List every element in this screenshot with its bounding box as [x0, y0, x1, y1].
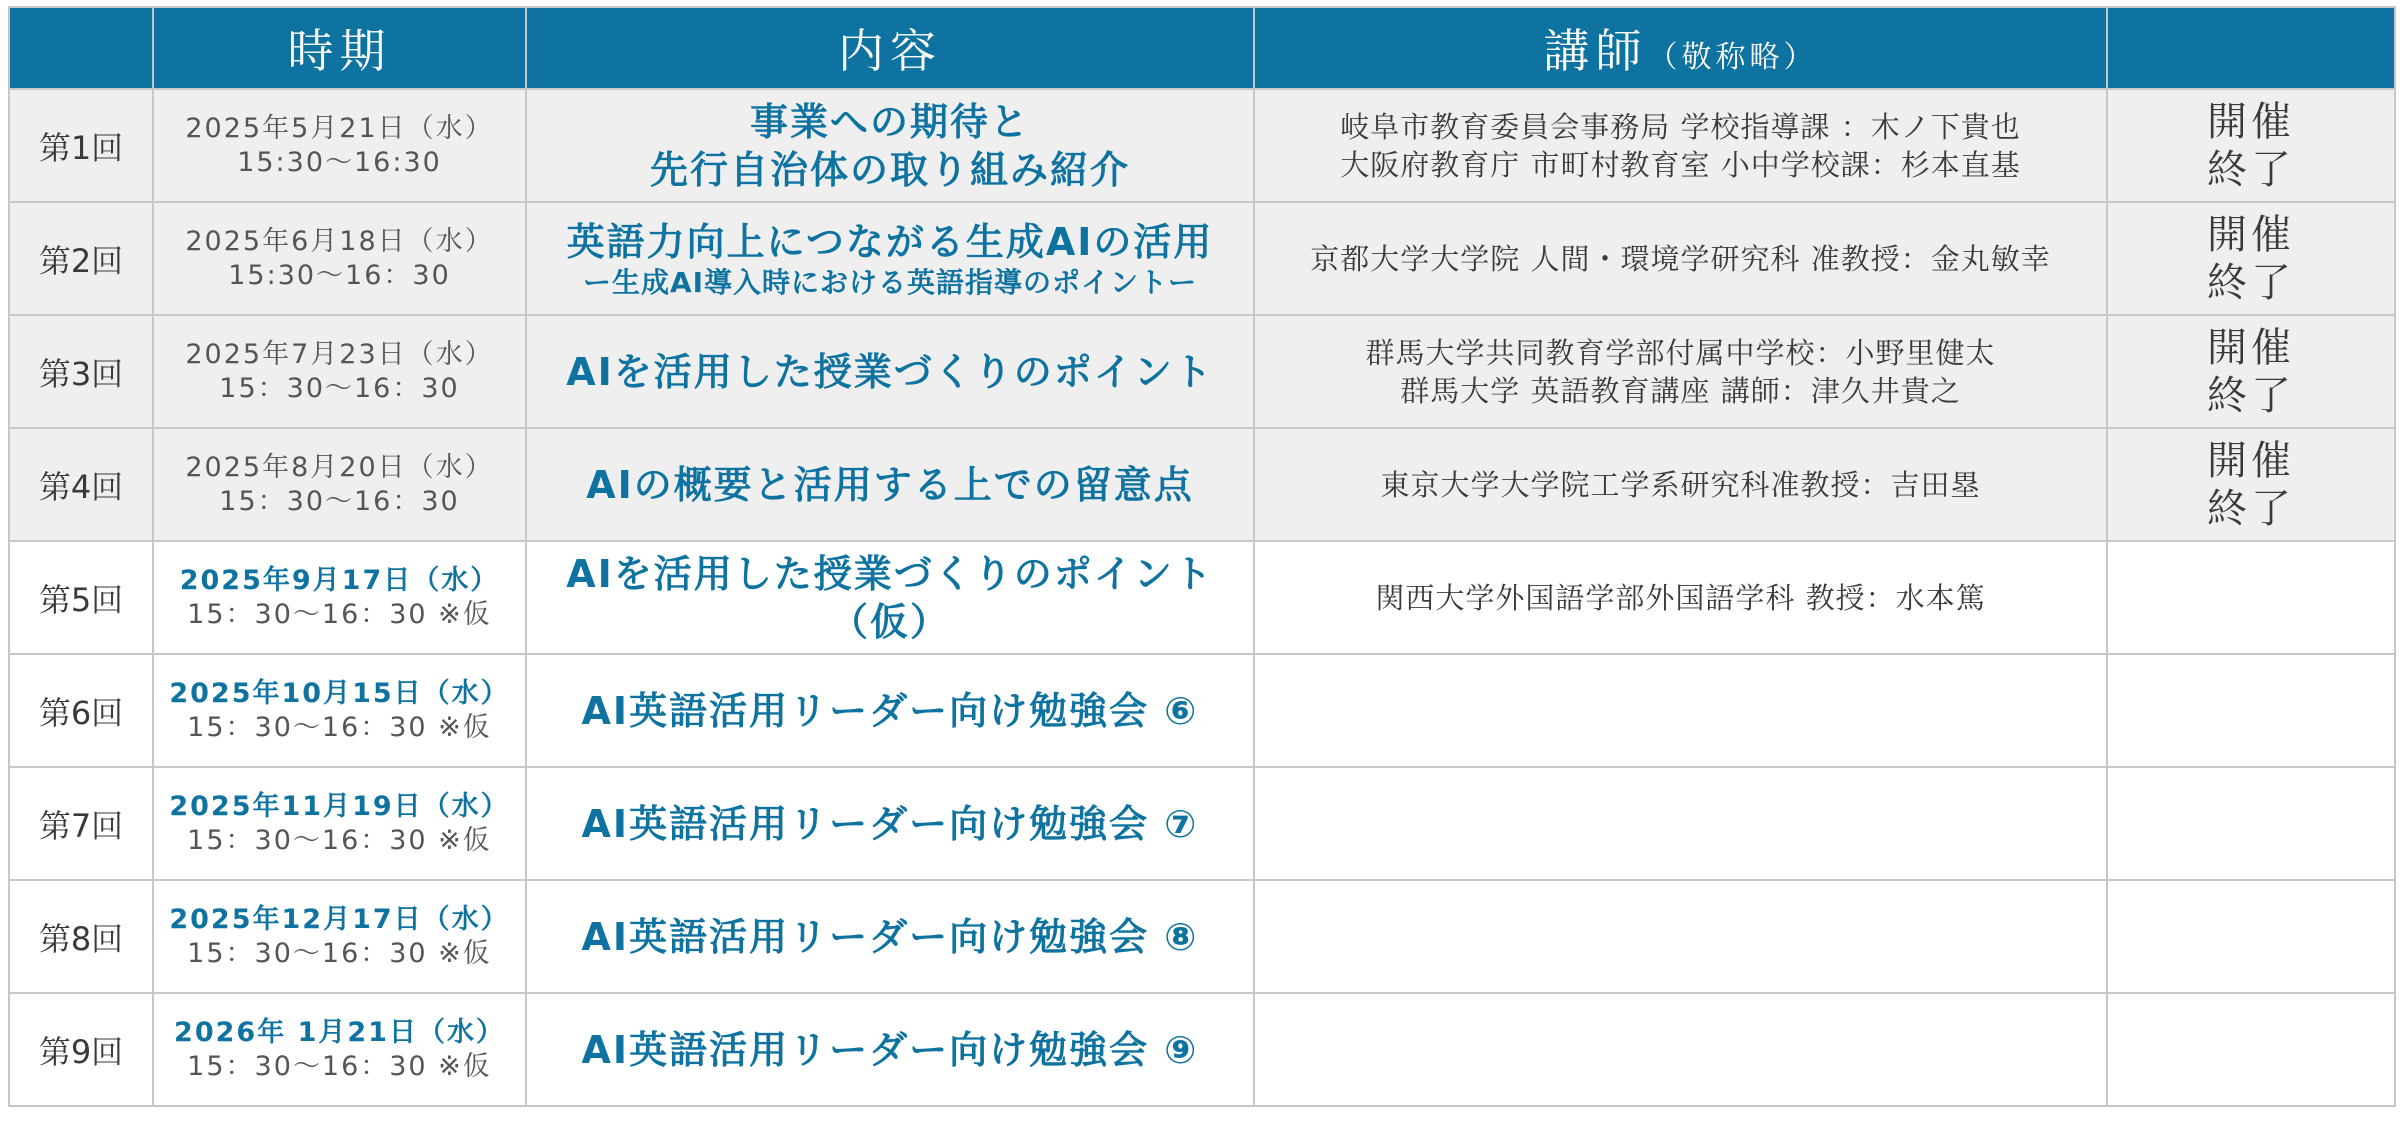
date-text: 2026年 1月21日（水） [174, 1016, 505, 1048]
content-cell [526, 767, 1254, 880]
table-row [9, 315, 2395, 428]
header-row [9, 7, 2395, 89]
date-cell [153, 428, 526, 541]
lecturer-cell [1254, 880, 2107, 993]
table-row [9, 428, 2395, 541]
table-row [9, 202, 2395, 315]
date-cell [153, 654, 526, 767]
lecturer-cell [1254, 89, 2107, 202]
table-row [9, 767, 2395, 880]
content-cell [526, 89, 1254, 202]
round-cell: 第2回 [9, 202, 153, 315]
content-subtitle: ー生成AI導入時における英語指導のポイントー [582, 265, 1198, 299]
status-cell [2107, 654, 2395, 767]
table-row [9, 89, 2395, 202]
time-text: 15:30～16:30 [237, 146, 442, 178]
lecturer-line: 群馬大学共同教育学部付属中学校：小野里健太 [1365, 335, 1996, 370]
status-cell [2107, 315, 2395, 428]
time-text: 15:30～16：30 [228, 259, 451, 291]
content-cell [526, 993, 1254, 1106]
date-text: 2025年9月17日（水） [179, 564, 500, 596]
status-cell [2107, 767, 2395, 880]
content-cell [526, 428, 1254, 541]
date-cell [153, 767, 526, 880]
time-text: 15：30～16：30 ※仮 [187, 937, 492, 969]
header-lecturer-note: （敬称略） [1647, 40, 1818, 75]
lecturer-cell [1254, 767, 2107, 880]
status-cell [2107, 202, 2395, 315]
content-title-line: AIを活用した授業づくりのポイント [566, 349, 1214, 394]
lecturer-cell [1254, 541, 2107, 654]
status-cell [2107, 541, 2395, 654]
lecturer-line: 群馬大学 英語教育講座 講師：津久井貴之 [1400, 373, 1961, 408]
status-line: 開催 [2207, 98, 2295, 145]
status-line: 開催 [2207, 437, 2295, 484]
status-cell [2107, 880, 2395, 993]
status-line: 終了 [2207, 485, 2295, 532]
round-cell: 第7回 [9, 767, 153, 880]
round-cell: 第9回 [9, 993, 153, 1106]
lecturer-line: 京都大学大学院 人間・環境学研究科 准教授：金丸敏幸 [1310, 241, 2051, 276]
table-row [9, 541, 2395, 654]
time-text: 15：30～16：30 ※仮 [187, 711, 492, 743]
date-text: 2025年8月20日（水） [185, 451, 494, 483]
status-cell [2107, 428, 2395, 541]
time-text: 15：30～16：30 ※仮 [187, 824, 492, 856]
status-line: 終了 [2207, 372, 2295, 419]
round-cell: 第5回 [9, 541, 153, 654]
lecturer-cell [1254, 202, 2107, 315]
lecturer-cell [1254, 428, 2107, 541]
content-cell [526, 654, 1254, 767]
content-title-line: 英語力向上につながる生成AIの活用 [566, 219, 1214, 264]
content-title-line: AI英語活用リーダー向け勉強会 ⑦ [581, 801, 1199, 846]
lecturer-cell [1254, 993, 2107, 1106]
time-text: 15：30～16：30 ※仮 [187, 598, 492, 630]
round-cell: 第3回 [9, 315, 153, 428]
header-content: 内容 [526, 7, 1254, 89]
content-title-line: （仮） [829, 599, 950, 644]
date-text: 2025年7月23日（水） [185, 338, 494, 370]
date-cell [153, 202, 526, 315]
content-cell [526, 541, 1254, 654]
lecturer-cell [1254, 654, 2107, 767]
lecturer-line: 関西大学外国語学部外国語学科 教授：水本篤 [1375, 580, 1986, 615]
date-text: 2025年5月21日（水） [185, 112, 494, 144]
table-row [9, 880, 2395, 993]
round-cell: 第4回 [9, 428, 153, 541]
time-text: 15：30～16：30 [219, 485, 460, 517]
status-line: 終了 [2207, 259, 2295, 306]
date-text: 2025年12月17日（水） [169, 903, 510, 935]
header-lecturer [1254, 7, 2107, 89]
round-cell: 第1回 [9, 89, 153, 202]
content-cell [526, 202, 1254, 315]
schedule-table [8, 6, 2396, 1107]
header-period: 時期 [153, 7, 526, 89]
date-cell [153, 541, 526, 654]
round-cell: 第8回 [9, 880, 153, 993]
date-text: 2025年11月19日（水） [169, 790, 510, 822]
content-title-line: AI英語活用リーダー向け勉強会 ⑨ [581, 1027, 1199, 1072]
content-title-line: 事業への期待と [749, 99, 1030, 144]
lecturer-cell [1254, 315, 2107, 428]
date-cell [153, 880, 526, 993]
status-line: 開催 [2207, 324, 2295, 371]
status-line: 終了 [2207, 146, 2295, 193]
lecturer-line: 東京大学大学院工学系研究科准教授：吉田塁 [1380, 467, 1981, 502]
header-status [2107, 7, 2395, 89]
content-cell [526, 315, 1254, 428]
status-cell [2107, 993, 2395, 1106]
table-body [9, 89, 2395, 1106]
table-row [9, 654, 2395, 767]
date-cell [153, 315, 526, 428]
time-text: 15：30～16：30 ※仮 [187, 1050, 492, 1082]
table-row [9, 993, 2395, 1106]
header-round [9, 7, 153, 89]
content-title-line: 先行自治体の取り組み紹介 [649, 147, 1130, 192]
content-title-line: AI英語活用リーダー向け勉強会 ⑥ [581, 688, 1199, 733]
content-title-line: AIの概要と活用する上での留意点 [586, 462, 1194, 507]
content-title-line: AIを活用した授業づくりのポイント [566, 551, 1214, 596]
status-cell [2107, 89, 2395, 202]
lecturer-line: 岐阜市教育委員会事務局 学校指導課 ：木ノ下貴也 [1340, 109, 2021, 144]
date-cell [153, 89, 526, 202]
status-line: 開催 [2207, 211, 2295, 258]
content-title-line: AI英語活用リーダー向け勉強会 ⑧ [581, 914, 1199, 959]
time-text: 15：30～16：30 [219, 372, 460, 404]
content-cell [526, 880, 1254, 993]
round-cell: 第6回 [9, 654, 153, 767]
table-header [9, 7, 2395, 89]
header-lecturer-label: 講師 [1543, 24, 1648, 78]
date-cell [153, 993, 526, 1106]
date-text: 2025年6月18日（水） [185, 225, 494, 257]
date-text: 2025年10月15日（水） [169, 677, 510, 709]
lecturer-line: 大阪府教育庁 市町村教育室 小中学校課：杉本直基 [1340, 147, 2021, 182]
